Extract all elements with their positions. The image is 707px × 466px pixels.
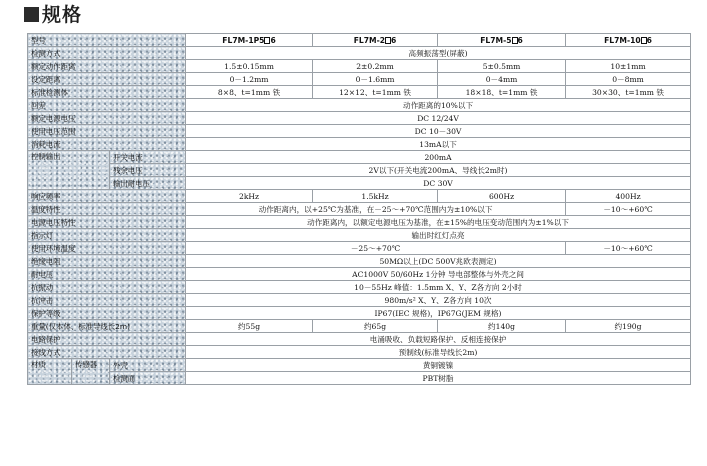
- cell-value: 980m/s² X、Y、Z各方向 10次: [186, 294, 691, 307]
- table-row: [28, 125, 691, 138]
- cell-value: 2kHz: [186, 190, 313, 203]
- table-row: [28, 86, 691, 99]
- row-label: 温度特性: [28, 203, 186, 216]
- table-row: [28, 47, 691, 60]
- model-header-4: FL7M-10 6: [566, 34, 691, 47]
- spec-table: [27, 33, 691, 385]
- row-label: 设定距离: [28, 73, 186, 86]
- table-row: [28, 346, 691, 359]
- cell-value: IP67(IEC 规格)，IP67G(JEM 规格): [186, 307, 691, 320]
- table-row: [28, 307, 691, 320]
- row-label: 材质: [28, 359, 72, 385]
- cell-value: 10－55Hz 峰值：1.5mm X、Y、Z各方向 2小时: [186, 281, 691, 294]
- cell-value: PBT树脂: [186, 372, 691, 385]
- cell-value: 18×18、t=1mm 铁: [438, 86, 566, 99]
- row-label: 抗冲击: [28, 294, 186, 307]
- model-header-2: FL7M-2 6: [313, 34, 438, 47]
- row-label: 标准检测体: [28, 86, 186, 99]
- cell-value: 动作距离内，以+25℃为基准，在－25～+70℃范围内为±10%以下: [186, 203, 566, 216]
- table-row: [28, 216, 691, 229]
- cell-value: 预制线(标准导线长2m): [186, 346, 691, 359]
- table-row: [28, 372, 691, 385]
- cell-value: 400Hz: [566, 190, 691, 203]
- cell-value: 12×12、t=1mm 铁: [313, 86, 438, 99]
- table-row: [28, 281, 691, 294]
- table-row: [28, 333, 691, 346]
- cell-value: DC 10－30V: [186, 125, 691, 138]
- cell-value: －25～+70℃: [186, 242, 566, 255]
- row-label: 回差: [28, 99, 186, 112]
- cell-value: 黄铜镀镍: [186, 359, 691, 372]
- cell-value: 8×8、t=1mm 铁: [186, 86, 313, 99]
- row-label: 消耗电流: [28, 138, 186, 151]
- section-title: [24, 3, 82, 27]
- sub-label: 外壳: [110, 359, 186, 372]
- cell-value: DC 30V: [186, 177, 691, 190]
- section-title-text: 规格: [42, 4, 83, 26]
- cell-value: 动作距离内，以额定电源电压为基准，在±15%的电压变动范围内为±1%以下: [186, 216, 691, 229]
- table-row: [28, 229, 691, 242]
- cell-value: 5±0.5mm: [438, 60, 566, 73]
- row-label: 响应频率: [28, 190, 186, 203]
- table-row: [28, 151, 691, 164]
- model-header-3: FL7M-5 6: [438, 34, 566, 47]
- cell-value: 约65g: [313, 320, 438, 333]
- sub-label: 开关电流: [110, 151, 186, 164]
- table-row: [28, 73, 691, 86]
- table-row: [28, 320, 691, 333]
- cell-value: 1.5±0.15mm: [186, 60, 313, 73]
- row-label: 绝缘电阻: [28, 255, 186, 268]
- row-label: 接线方式: [28, 346, 186, 359]
- cell-value: 输出时红灯点亮: [186, 229, 691, 242]
- cell-value: 30×30、t=1mm 铁: [566, 86, 691, 99]
- cell-value: 1.5kHz: [313, 190, 438, 203]
- table-row: [28, 203, 691, 216]
- table-row: [28, 177, 691, 190]
- row-label: 检测方式: [28, 47, 186, 60]
- cell-value: －10～+60℃: [566, 242, 691, 255]
- cell-value: 200mA: [186, 151, 691, 164]
- cell-value: 2±0.2mm: [313, 60, 438, 73]
- cell-value: 约55g: [186, 320, 313, 333]
- cell-value: 600Hz: [438, 190, 566, 203]
- row-label-model: 型号: [28, 34, 186, 47]
- cell-value: 13mA以下: [186, 138, 691, 151]
- cell-value: 约140g: [438, 320, 566, 333]
- table-row: [28, 34, 691, 47]
- table-row: [28, 112, 691, 125]
- table-row: [28, 164, 691, 177]
- cell-value: 动作距离的10%以下: [186, 99, 691, 112]
- cell-value: 50MΩ以上(DC 500V兆欧表测定): [186, 255, 691, 268]
- table-row: [28, 60, 691, 73]
- model-header-1: FL7M-1P5 6: [186, 34, 313, 47]
- row-label: 抗振动: [28, 281, 186, 294]
- sub-label: 传感器: [72, 359, 110, 385]
- row-label: 电源电压特性: [28, 216, 186, 229]
- row-label: 指示灯: [28, 229, 186, 242]
- table-row: [28, 268, 691, 281]
- cell-value: －10～+60℃: [566, 203, 691, 216]
- row-label: 额定电源电压: [28, 112, 186, 125]
- cell-value: 电涌吸收、负载短路保护、反相连接保护: [186, 333, 691, 346]
- cell-value: 2V以下(开关电流200mA、导线长2m时): [186, 164, 691, 177]
- row-label: 额定动作距离: [28, 60, 186, 73]
- cell-value: 高频振荡型(屏蔽): [186, 47, 691, 60]
- sub-label: 残余电压: [110, 164, 186, 177]
- table-row: [28, 99, 691, 112]
- row-label: 重量(仅本体、标准导线长2m): [28, 320, 186, 333]
- row-label: 保护等级: [28, 307, 186, 320]
- cell-value: 0－8mm: [566, 73, 691, 86]
- row-label: 耐电压: [28, 268, 186, 281]
- table-row: [28, 138, 691, 151]
- table-row: [28, 242, 691, 255]
- sub-label: 输出耐电压: [110, 177, 186, 190]
- cell-value: AC1000V 50/60Hz 1分钟 导电部整体与外壳之间: [186, 268, 691, 281]
- title-square-icon: [24, 7, 39, 22]
- cell-value: DC 12/24V: [186, 112, 691, 125]
- row-label: 电路保护: [28, 333, 186, 346]
- cell-value: 约190g: [566, 320, 691, 333]
- row-label: 使用电压范围: [28, 125, 186, 138]
- sub-label: 检测面: [110, 372, 186, 385]
- cell-value: 0－1.2mm: [186, 73, 313, 86]
- cell-value: 0－4mm: [438, 73, 566, 86]
- table-row: [28, 359, 691, 372]
- table-row: [28, 294, 691, 307]
- table-row: [28, 255, 691, 268]
- table-row: [28, 190, 691, 203]
- row-label: 使用环境温度: [28, 242, 186, 255]
- cell-value: 0－1.6mm: [313, 73, 438, 86]
- row-label: 控制输出: [28, 151, 110, 190]
- cell-value: 10±1mm: [566, 60, 691, 73]
